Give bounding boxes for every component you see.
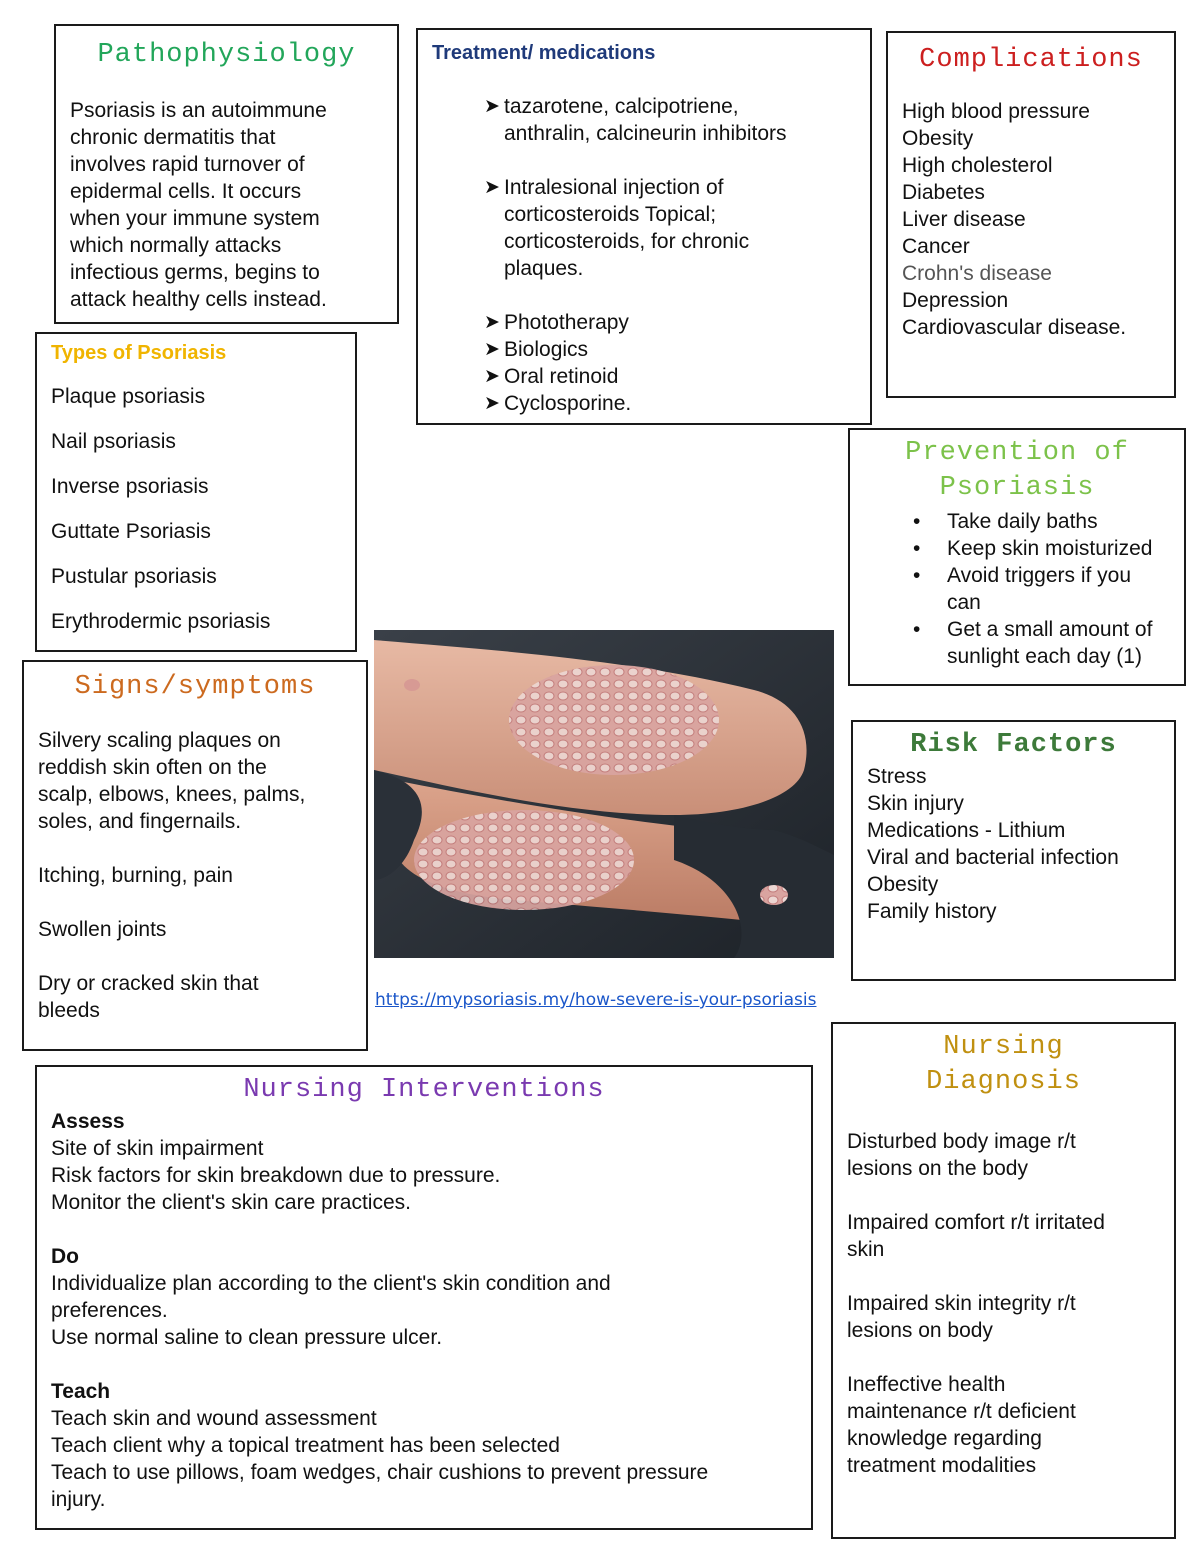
list-item <box>432 93 856 147</box>
text-line: Ineffective health <box>847 1373 1006 1396</box>
risk-title: Risk Factors <box>910 730 1117 760</box>
list-item: High cholesterol <box>902 154 1053 177</box>
title-line: Nursing <box>943 1032 1064 1062</box>
types-title: Types of Psoriasis <box>51 342 227 364</box>
text-line: Avoid triggers if you <box>947 564 1132 587</box>
text-line: injury. <box>51 1488 106 1511</box>
text-line: epidermal cells. It occurs <box>70 180 302 203</box>
list-item <box>913 616 1172 670</box>
list-item: Crohn's disease <box>902 262 1052 285</box>
text-line: can <box>947 591 981 614</box>
list-item <box>432 309 856 336</box>
text-line: Swollen joints <box>38 918 167 941</box>
text-line: Site of skin impairment <box>51 1137 264 1160</box>
types-box <box>35 332 357 652</box>
text-line: corticosteroids, for chronic <box>504 230 750 253</box>
list-item <box>913 562 1172 616</box>
title-line: Psoriasis <box>939 473 1095 503</box>
text-line: anthralin, calcineurin inhibitors <box>504 122 787 145</box>
list-item: Family history <box>867 900 997 923</box>
list-item: Obesity <box>867 873 939 896</box>
section-heading: Do <box>51 1245 79 1268</box>
text-line: preferences. <box>51 1299 168 1322</box>
prevention-box <box>848 428 1186 686</box>
text-line: when your immune system <box>70 207 320 230</box>
text-line: Silvery scaling plaques on <box>38 729 281 752</box>
complications-box <box>886 31 1176 398</box>
pathophysiology-box <box>54 24 399 324</box>
list-item: Pustular psoriasis <box>51 565 217 588</box>
list-item <box>913 508 1172 535</box>
text-line: lesions on the body <box>847 1157 1028 1180</box>
text-line: Individualize plan according to the client's skin condition and <box>51 1272 611 1295</box>
signs-group <box>38 862 352 889</box>
list-item: Cancer <box>902 235 970 258</box>
arrowhead-bullet-icon: ➤ <box>484 312 500 333</box>
list-item: High blood pressure <box>902 100 1090 123</box>
bullet-icon: • <box>913 618 921 641</box>
bullet-icon: • <box>913 510 921 533</box>
text-line: Teach to use pillows, foam wedges, chair cushions to prevent pressure <box>51 1461 709 1484</box>
text-line: reddish skin often on the <box>38 756 267 779</box>
list-item: Guttate Psoriasis <box>51 520 211 543</box>
title-line: Diagnosis <box>926 1067 1081 1097</box>
text-line: Impaired skin integrity r/t <box>847 1292 1076 1315</box>
text-line: Teach skin and wound assessment <box>51 1407 377 1430</box>
list-item: Liver disease <box>902 208 1026 231</box>
text-line: Dry or cracked skin that <box>38 972 259 995</box>
list-item: Erythrodermic psoriasis <box>51 610 271 633</box>
list-item: Inverse psoriasis <box>51 475 209 498</box>
list-item <box>432 363 856 390</box>
treatment-title: Treatment/ medications <box>432 42 656 64</box>
text-line: Get a small amount of <box>947 618 1153 641</box>
arrowhead-bullet-icon: ➤ <box>484 393 500 414</box>
text-line: Teach client why a topical treatment has been selected <box>51 1434 560 1457</box>
section-heading: Assess <box>51 1110 125 1133</box>
list-item: Plaque psoriasis <box>51 385 206 408</box>
signs-symptoms-box <box>22 660 368 1051</box>
list-item: Depression <box>902 289 1009 312</box>
text-line: Itching, burning, pain <box>38 864 233 887</box>
signs-group <box>38 970 352 1024</box>
treatment-box <box>416 28 872 425</box>
text-line: which normally attacks <box>70 234 282 257</box>
nursing-interventions-box <box>35 1065 813 1530</box>
complications-title: Complications <box>919 45 1143 75</box>
title-line: Prevention of <box>905 438 1129 468</box>
treatment-list <box>432 93 856 417</box>
text-line: Impaired comfort r/t irritated <box>847 1211 1105 1234</box>
list-item <box>432 390 856 417</box>
list-item <box>847 1209 1160 1263</box>
text-line: Disturbed body image r/t <box>847 1130 1076 1153</box>
text-line: Phototherapy <box>504 311 629 334</box>
arrowhead-bullet-icon: ➤ <box>484 339 500 360</box>
list-item: Skin injury <box>867 792 964 815</box>
arrowhead-bullet-icon: ➤ <box>484 177 500 198</box>
text-line: soles, and fingernails. <box>38 810 242 833</box>
text-line: Biologics <box>504 338 589 361</box>
text-line: Oral retinoid <box>504 365 619 388</box>
text-line: scalp, elbows, knees, palms, <box>38 783 306 806</box>
psoriasis-elbows-image <box>374 630 834 958</box>
bullet-icon: • <box>913 537 921 560</box>
text-line: skin <box>847 1238 885 1261</box>
text-line: Psoriasis is an autoimmune <box>70 99 327 122</box>
section-heading: Teach <box>51 1380 111 1403</box>
list-item: Viral and bacterial infection <box>867 846 1119 869</box>
text-line: infectious germs, begins to <box>70 261 320 284</box>
list-item: Diabetes <box>902 181 985 204</box>
signs-group <box>38 727 352 835</box>
text-line: attack healthy cells instead. <box>70 288 327 311</box>
text-line: lesions on body <box>847 1319 993 1342</box>
text-line: Cyclosporine. <box>504 392 632 415</box>
risk-factors-box <box>851 720 1176 981</box>
list-item: Nail psoriasis <box>51 430 176 453</box>
text-line: corticosteroids Topical; <box>504 203 717 226</box>
diagnosis-title <box>847 1030 1160 1100</box>
psoriasis-elbows-photo <box>374 630 834 958</box>
text-line: knowledge regarding <box>847 1427 1042 1450</box>
list-item <box>913 535 1172 562</box>
list-item: Cardiovascular disease. <box>902 316 1127 339</box>
list-item <box>847 1128 1160 1182</box>
signs-group <box>38 916 352 943</box>
list-item <box>432 336 856 363</box>
prevention-title <box>862 436 1172 506</box>
text-line: treatment modalities <box>847 1454 1037 1477</box>
text-line: tazarotene, calcipotriene, <box>504 95 739 118</box>
interventions-title: Nursing Interventions <box>243 1075 605 1105</box>
prevention-list <box>862 508 1172 670</box>
arrowhead-bullet-icon: ➤ <box>484 366 500 387</box>
nursing-diagnosis-box <box>831 1022 1176 1539</box>
list-item: Medications - Lithium <box>867 819 1066 842</box>
list-item <box>847 1290 1160 1344</box>
bullet-icon: • <box>913 564 921 587</box>
text-line: maintenance r/t deficient <box>847 1400 1076 1423</box>
text-line: Use normal saline to clean pressure ulcer. <box>51 1326 443 1349</box>
text-line: bleeds <box>38 999 100 1022</box>
pathophysiology-text <box>70 97 383 313</box>
complications-list <box>902 98 1160 341</box>
text-line: Intralesional injection of <box>504 176 724 199</box>
text-line: Take daily baths <box>947 510 1098 533</box>
signs-title: Signs/symptoms <box>74 672 316 702</box>
arrowhead-bullet-icon: ➤ <box>484 96 500 117</box>
pathophysiology-title: Pathophysiology <box>97 40 356 70</box>
text-line: Risk factors for skin breakdown due to pressure. <box>51 1164 501 1187</box>
list-item <box>432 174 856 282</box>
text-line: involves rapid turnover of <box>70 153 305 176</box>
list-item <box>847 1371 1160 1479</box>
text-line: chronic dermatitis that <box>70 126 276 149</box>
text-line: Keep skin moisturized <box>947 537 1153 560</box>
text-line: sunlight each day (1) <box>947 645 1142 668</box>
list-item: Obesity <box>902 127 974 150</box>
list-item: Stress <box>867 765 927 788</box>
text-line: Monitor the client's skin care practices. <box>51 1191 411 1214</box>
psoriasis-severity-link[interactable]: https://mypsoriasis.my/how-severe-is-your-psoriasis <box>375 990 817 1010</box>
text-line: plaques. <box>504 257 584 280</box>
